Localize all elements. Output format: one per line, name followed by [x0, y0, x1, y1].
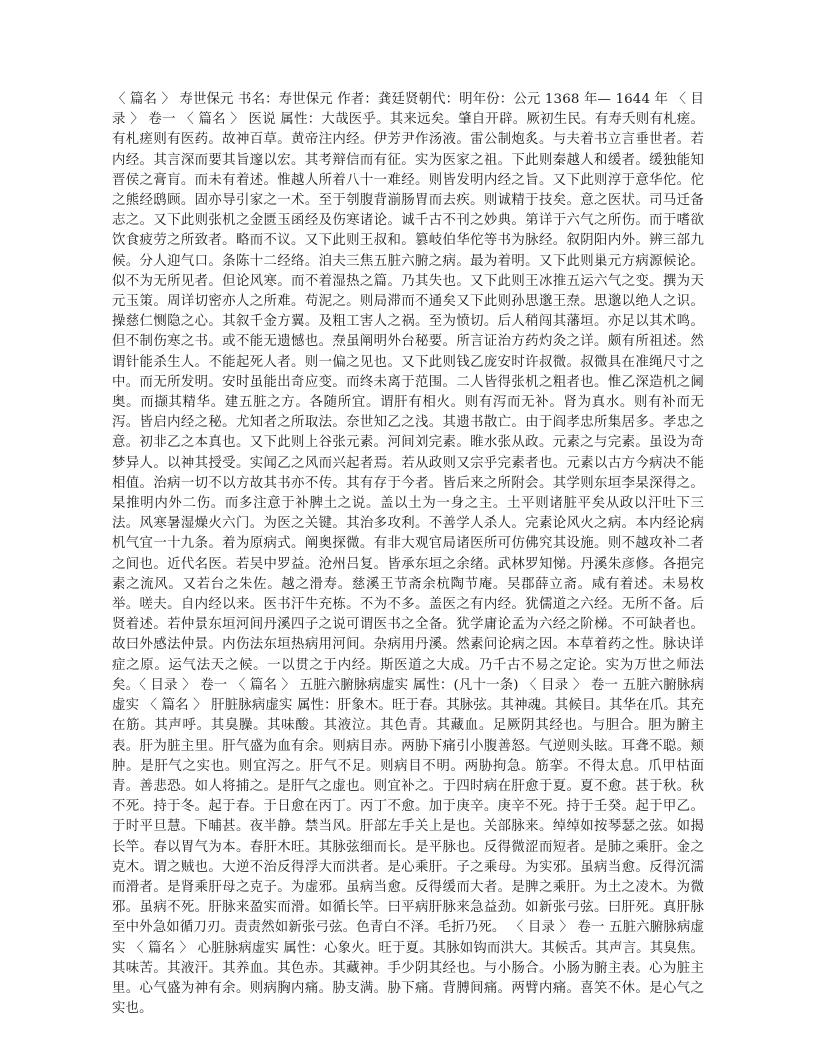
document-body-text: 〈 篇名 〉 寿世保元 书名：寿世保元 作者：龚廷贤朝代：明年份：公元 1368 年— 1644 年 〈 目录 〉 卷一 〈 篇名 〉 医说 属性：大哉医乎。其来远矣。肇自开辟。厥初生民。有寿夭则有札瘥。有札瘥则有医药。故神百草。黄帝注内经。伊芳尹作汤液。雷公制炮炙。与夫着书立言垂世者。若内经。其言深而要其旨邃以宏。其考辩信而有征。实为医家之祖。下此则秦越人和缓者。缓独能知晋侯之膏肓。而未有着述。惟越人所着八十一难经。则皆发明内经之旨。又下此则淳于意华佗。佗之熊经鸱顾。固亦导引家之一术。至于刳腹背湔肠胃而去疾。则诚精于技矣。意之医状。司马迁备志之。又下此则张机之金匮玉函经及伤寒诸论。诚千古不刊之妙典。第详于六气之所伤。而于嗜欲饮食疲劳之所致者。略而不议。又下此则王叔和。篡岐伯华佗等书为脉经。叙阴阳内外。辨三部九候。分人迎气口。条陈十二经络。洎夫三焦五脏六腑之病。最为着明。又下此则巢元方病源候论。似不为无所见者。但论风寒。而不着湿热之篇。乃其失也。又下此则王冰推五运六气之变。撰为天元玉策。周详切密亦人之所难。苟泥之。则局滞而不通矣又下此则孙思邈王焘。思邈以绝人之识。操慈仁恻隐之心。其叙千金方翼。及粗工害人之祸。至为愤切。后人稍闯其藩垣。亦足以其术鸣。但不制伤寒之书。或不能无遗憾也。焘虽阐明外台秘要。所言证治方药灼灸之详。颇有所祖述。然谓针能杀生人。不能起死人者。则一偏之见也。又下此则钱乙庞安时许叔微。叔微具在准绳尺寸之中。而无所发明。安时虽能出奇应变。而终未离于范围。二人皆得张机之粗者也。惟乙深造机之阃奥。而撷其精华。建五脏之方。各随所宜。谓肝有相火。则有泻而无补。肾为真水。则有补而无泻。皆启内经之秘。尤知者之所取法。奈世知乙之浅。其遗书散亡。由于阎孝忠所集居多。孝忠之意。初非乙之本真也。又下此则上谷张元素。河间刘完素。睢水张从政。元素之与完素。虽设为奇梦异人。以神其授受。实闻乙之风而兴起者焉。若从政则又宗乎完素者也。元素以古方今病决不能相值。治病一切不以方故其书亦不传。其有存于今者。皆后来之所附会。其学则东垣李杲深得之。杲推明内外二伤。而多注意于补脾土之说。盖以土为一身之主。土平则诸脏平矣从政以汗吐下三法。风寒暑湿燥火六门。为医之关键。其治多攻利。不善学人杀人。完素论风火之病。本内经论病机气宜一十九条。着为原病式。阐奥探微。有非大观官局诸医所可仿佛究其设施。则不越攻补二者之间也。近代名医。若吴中罗益。沧州吕复。皆承东垣之余绪。武林罗知悌。丹溪朱彦修。各挹完素之流风。又若台之朱佐。越之滑寿。慈溪王节斋余杭陶节庵。吴郡薛立斋。咸有着述。未易枚举。嗟夫。自内经以来。医书汗牛充栋。不为不多。盖医之有内经。犹儒道之六经。无所不备。后贤着述。若仲景东垣河间丹溪四子之说可谓医书之全备。犹学庸论孟为六经之阶梯。不可缺者也。故曰外感法仲景。内伤法东垣热病用河间。杂病用丹溪。然素问论病之因。本草着药之性。脉诀详症之原。运气法天之候。一以贯之于内经。斯医道之大成。乃千古不易之定论。实为万世之师法矣。〈 目录 〉 卷一 〈 篇名 〉 五脏六腑脉病虚实 属性：(凡十一条) 〈 目录 〉 卷一 五脏六腑脉病虚实 〈 篇名 〉 肝脏脉病虚实 属性：肝象木。旺于春。其脉弦。其神魂。其候目。其华在爪。其充在筋。其声呼。其臭臊。其味酸。其液泣。其色青。其藏血。足厥阴其经也。与胆合。胆为腑主表。肝为脏主里。肝气盛为血有余。则病目赤。两胁下痛引小腹善怒。气逆则头眩。耳聋不聪。颊肿。是肝气之实也。则宜泻之。肝气不足。则病目不明。两胁拘急。筋挛。不得太息。爪甲枯面青。善悲恐。如人将捕之。是肝气之虚也。则宜补之。于四时病在肝愈于夏。夏不愈。甚于秋。秋不死。持于冬。起于春。于日愈在丙丁。丙丁不愈。加于庚辛。庚辛不死。持于壬癸。起于甲乙。于时平旦慧。下晡甚。夜半静。禁当风。肝部左手关上是也。关部脉来。绰绰如按琴瑟之弦。如揭长竿。春以胃气为本。春肝木旺。其脉弦细而长。是平脉也。反得微涩而短者。是肺之乘肝。金之克木。谓之贼也。大逆不治反得浮大而洪者。是心乘肝。子之乘母。为实邪。虽病当愈。反得沉濡而滑者。是肾乘肝母之克子。为虚邪。虽病当愈。反得缓而大者。是脾之乘肝。为土之凌木。为微邪。虽病不死。肝脉来盈实而滑。如循长竿。曰平病肝脉来急益劲。如新张弓弦。曰肝死。真肝脉至中外急如循刀刃。责责然如新张弓弦。色青白不泽。毛折乃死。 〈 目录 〉 卷一 五脏六腑脉病虚实 〈 篇名 〉 心脏脉病虚实 属性：心象火。旺于夏。其脉如钩而洪大。其候舌。其声言。其臭焦。其味苦。其液汗。其养血。其色赤。其藏神。手少阴其经也。与小肠合。小肠为腑主表。心为脏主里。心气盛为神有余。则病胸内痛。胁支满。胁下痛。背膊间痛。两臂内痛。喜笑不休。是心气之实也。 [112, 92, 704, 1017]
document-page [112, 90, 704, 1019]
